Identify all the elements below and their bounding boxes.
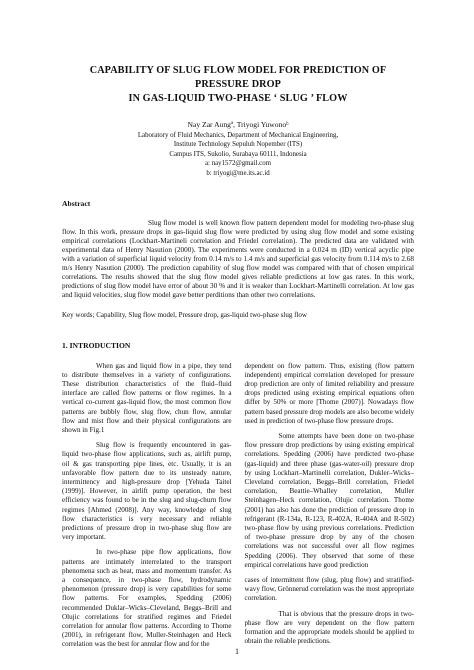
- affiliation: [62, 131, 414, 179]
- paragraph: When gas and liquid flow in a pipe, they tend to distribute themselves in a variety of configurations. These distribution characteristics of the fluid–fluid interface are called flow patterns or flow regimes. In a vertical co-current gas-liquid flow, the most common flow patterns are bubbly flow, slug flow, chun flow, annular flow and mist flow and their physical configurations are shown in Fig.1: [62, 361, 232, 434]
- paragraph: That is obvious that the pressure drops in two-phase flow are very dependent on the flow pattern formation and the appropriate models should be applied to obtain the reliable predictions.: [244, 609, 414, 646]
- affiliation-line: Laboratory of Fluid Mechanics, Department of Mechanical Engineering,: [137, 131, 339, 139]
- affiliation-line: Institute Technology Sepuluh Nopember (ITS): [173, 141, 303, 149]
- page-number: 1: [235, 647, 239, 656]
- right-column: [245, 362, 415, 656]
- title-line-1: CAPABILITY OF SLUG FLOW MODEL FOR PREDICTION OF PRESSURE DROP: [89, 65, 387, 90]
- introduction-heading: 1. INTRODUCTION: [62, 340, 131, 350]
- keywords: Key words; Capability, Slug flow model, Pressure drop, gas-liquid two-phase slug flow: [62, 311, 307, 320]
- affiliation-line: Campus ITS, Sukolio, Surabaya 60111, Indonesia: [169, 150, 307, 158]
- affiliation-email-b: b: triyogi@me.its.ac.id: [206, 169, 270, 177]
- paragraph: Some attempts have been done on two-phase flow pressure drop predictions by using existing empirical correlations. Spedding (2006) have predicted two-phase (gas-liquid) and three phase (gas-water-oil) pressure drop by using Lockhart–Martinelli correlation, Dukler–Wicks–Cleveland correlation, Beggs–Brill correlation, Friedel correlation, Beattie–Whalley correlation, Muller Steinhagen–Heck correlation, Olujic correlation. Thome (2001) has also has done the prediction of pressure drop in refrigerant (R-134a, R-123, R-402A, R-404A and R-502) two-phase flow by using previous correlations. Prediction of two-phase pressure drop by any of the chosen correlations was not successful over all flow regimes Spedding (2006). They observed that some of these empirical correlations have good prediction: [244, 431, 414, 569]
- affiliation-email-a: a: nay1572@gmail.com: [204, 160, 272, 168]
- abstract-text: Slug flow model is well known flow pattern dependent model for modeling two-phase slug flow. In this work, pressure drops in gas-liquid slug flow were predicted by using slug flow model and some existing empirical correlations (Lockhart-Martineli correlation and Friedel correlation). The predicted data are validated with experimental data of Henry Nasution (2000). The experiments were conducted in a 0.024 m (ID) vertical acyclic pipe with a variation of superficial liquid velocity from 0.14 m/s to 1.4 m/s and superficial gas velocity from 0.114 m/s to 2.68 m/s Henry Nasution (2000). The prediction capability of slug flow model was compared with that of chosen empirical correlations. The results showed that the slug flow model gives reliable predictions at low gas rates. In this work, predictions of slug flow model have error of about 30 % and it is weaker than Lockhart-Martinelli correlation. At low gas and liquid velocities, slug flow model gave better perditions than other two correlations.: [62, 218, 414, 300]
- paper-title: [62, 64, 414, 106]
- paragraph: In two-phase pipe flow applications, flow patterns are intimately interrelated to the transport phenomena such as heat, mass and momentum transfer. As a consequence, in two-phase flow, hydrodynamic phenomenon (pressure drop) is very capabilities for some flow patterns. For examples, Spedding (2006) recommended Duklar–Wicks–Cleveland, Beggs–Brill and Olujic correlations for stratified regimes and Friedel correlation for annular flow patterns. According to Thome (2001), in refrigerant flow, Muller-Steinhagen and Heck correlation was the best for annular flow and for the: [62, 548, 232, 649]
- paragraph: Slug flow is frequently encountered in gas-liquid two-phase flow applications, such as, airlift pump, oil & gas transporting pipe lines, etc. Usually, it is an unfavorable flow pattern due to its unsteady nature, intermittency and high-pressure drop [Yehuda Taitel (1999)]. However, in airlift pump operation, the best efficiency was found to be in the slug and slug-churn flow regimes [Ahmed (2008)]. Any way, knowledge of slug flow characteristics is very necessary and reliable predictions of pressure drop in two-phase slug flow are very important.: [62, 441, 232, 542]
- paragraph: cases of intermittent flow (slug, plug flow) and stratified-wavy flow, Grönnerud correlation was the most appropriate correlation.: [244, 575, 414, 603]
- abstract-heading: Abstract: [62, 198, 91, 208]
- authors: Nay Zar Aungª, Triyogi Yuwonoᵇ: [187, 120, 289, 129]
- title-line-2: IN GAS-LIQUID TWO-PHASE ‘ SLUG ’ FLOW: [128, 93, 348, 104]
- body-columns: [62, 362, 414, 656]
- paragraph: dependent on flow pattern. Thus, existing (flow pattern independent) empirical correlation developed for pressure drop prediction are only of limited reliability and pressure drops predicted using existing empirical equations often differ by 50% or more [Thome (2007)]. Nowadays flow pattern based pressure drop models are also become widely used in prediction of two-phase flow pressure drops.: [244, 361, 414, 425]
- left-column: [62, 362, 232, 656]
